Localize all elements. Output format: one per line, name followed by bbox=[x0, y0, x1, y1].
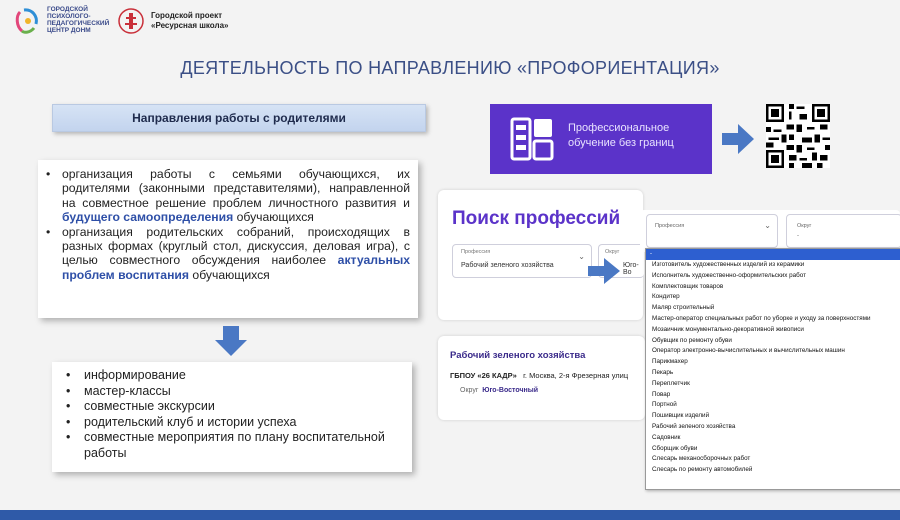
org-name-line: ГОРОДСКОЙ bbox=[47, 6, 88, 13]
list-item-text: организация работы с семьями обучающихся, их родителями (законными представителями), направленной на совместное решение проблем личностного развития и bbox=[62, 167, 410, 210]
result-org-line bbox=[450, 371, 628, 380]
list-item: • родительский клуб и истории успеха bbox=[84, 415, 412, 431]
dropdown-option[interactable]: Слесарь механосборочных работ bbox=[652, 455, 751, 463]
dropdown-option[interactable]: Обувщик по ремонту обуви bbox=[652, 336, 732, 344]
page-title: ДЕЯТЕЛЬНОСТЬ ПО НАПРАВЛЕНИЮ «ПРОФОРИЕНТАЦИЯ» bbox=[180, 58, 720, 78]
project-name bbox=[151, 11, 261, 31]
dropdown-option[interactable]: Сборщик обуви bbox=[652, 444, 698, 452]
list-item bbox=[62, 225, 410, 283]
list-item: • совместные экскурсии bbox=[84, 399, 412, 415]
profession-select[interactable] bbox=[452, 244, 592, 278]
dropdown-option[interactable]: Исполнитель художественно-оформительских работ bbox=[652, 271, 806, 279]
section-heading: Направления работы с родителями bbox=[52, 104, 426, 132]
dropdown-option[interactable]: Изготовитель художественных изделий из керамики bbox=[652, 261, 805, 268]
profession-select-label: Профессия bbox=[461, 249, 491, 255]
org-name bbox=[47, 6, 117, 34]
chevron-down-icon: ⌄ bbox=[764, 221, 771, 230]
dropdown-option[interactable]: Садовник bbox=[652, 433, 681, 441]
dropdown-option[interactable]: Оператор электронно-вычислительных и вычислительных машин bbox=[652, 347, 845, 355]
project-name-line: «Ресурсная школа» bbox=[151, 21, 229, 30]
dropdown-okrug-value: - bbox=[797, 233, 799, 239]
list-item-text: обучающихся bbox=[233, 210, 314, 225]
search-panel-title: Поиск профессий bbox=[452, 208, 621, 229]
result-org: ГБПОУ «26 КАДР» bbox=[450, 371, 517, 380]
highlight-text: актуальных проблем воспитания bbox=[62, 253, 410, 282]
chevron-down-icon: ⌄ bbox=[578, 252, 585, 261]
dropdown-option[interactable]: Повар bbox=[652, 390, 671, 398]
banner-text bbox=[568, 121, 698, 151]
result-address: г. Москва, 2-я Фрезерная улиц bbox=[523, 371, 629, 380]
bottom-bar bbox=[0, 510, 900, 520]
qr-code-icon[interactable] bbox=[766, 104, 830, 168]
result-okrug-label: Округ bbox=[460, 387, 479, 394]
result-card[interactable] bbox=[438, 336, 645, 420]
list-item: • информирование bbox=[84, 368, 412, 384]
banner-pro-education[interactable] bbox=[490, 104, 712, 174]
dropdown-okrug-select[interactable] bbox=[786, 214, 900, 248]
dropdown-option[interactable]: Пекарь bbox=[652, 368, 674, 376]
dropdown-option[interactable]: Маляр строительный bbox=[652, 304, 715, 312]
dropdown-profession-label: Профессия bbox=[655, 223, 685, 229]
dropdown-option[interactable]: Мозаичник монументально-декоративной живописи bbox=[652, 325, 804, 333]
dropdown-selected-option[interactable]: - bbox=[646, 249, 900, 260]
main-directions-box bbox=[38, 160, 418, 318]
org-name-line: ПСИХОЛОГО- bbox=[47, 13, 91, 20]
result-okrug-value: Юго-Восточный bbox=[482, 387, 539, 394]
arrow-right-icon bbox=[588, 258, 620, 284]
ppc-logo-icon bbox=[14, 6, 42, 36]
dropdown-option[interactable]: Портной bbox=[652, 401, 677, 409]
dropdown-option[interactable]: Рабочий зеленого хозяйства bbox=[652, 422, 736, 430]
dropdown-okrug-label: Округ bbox=[797, 223, 812, 229]
list-item: • совместные мероприятия по плану воспитательной работы bbox=[84, 430, 412, 461]
dropdown-option[interactable]: Комплектовщик товаров bbox=[652, 282, 724, 290]
org-name-line: ЦЕНТР ДОНМ bbox=[47, 27, 91, 34]
arrow-right-icon bbox=[722, 124, 754, 154]
document-blocks-icon bbox=[510, 117, 554, 161]
list-item-text: организация родительских собраний, происходящих в разных формах (круглый стол, дискуссия, деловая игра), с целью совместного обсуждения наиболее bbox=[62, 224, 410, 268]
dropdown-option[interactable]: Переплетчик bbox=[652, 379, 690, 387]
dropdown-option[interactable]: Мастер-оператор специальных работ по уборке и уходу за поверхностями bbox=[652, 314, 871, 322]
forms-box bbox=[52, 362, 412, 472]
result-title: Рабочий зеленого хозяйства bbox=[450, 350, 586, 361]
list-item: • мастер-классы bbox=[84, 384, 412, 400]
dropdown-option[interactable]: Парикмахер bbox=[652, 358, 688, 366]
result-okrug bbox=[460, 387, 538, 394]
dropdown-option[interactable]: Слесарь по ремонту автомобилей bbox=[652, 466, 753, 474]
profession-select-value: Рабочий зеленого хозяйства bbox=[461, 262, 554, 269]
list-item-text: обучающихся bbox=[189, 267, 270, 282]
arrow-down-icon bbox=[213, 326, 249, 356]
banner-text-line: Профессиональное bbox=[568, 122, 670, 134]
dropdown-profession-select[interactable] bbox=[646, 214, 778, 248]
dropdown-option[interactable]: Пошивщик изделий bbox=[652, 412, 710, 420]
banner-text-line: обучение без границ bbox=[568, 137, 674, 149]
org-name-line: ПЕДАГОГИЧЕСКИЙ bbox=[47, 20, 110, 27]
dropdown-option[interactable]: Кондитер bbox=[652, 293, 680, 301]
profession-dropdown-list[interactable] bbox=[645, 248, 900, 490]
resource-school-logo-icon bbox=[117, 6, 145, 36]
list-item bbox=[62, 167, 410, 225]
highlight-text: будущего самоопределения bbox=[62, 210, 234, 225]
okrug-select-value: Юго-Во bbox=[623, 262, 639, 276]
project-name-line: Городской проект bbox=[151, 11, 223, 20]
okrug-select-label: Округ bbox=[605, 249, 620, 255]
